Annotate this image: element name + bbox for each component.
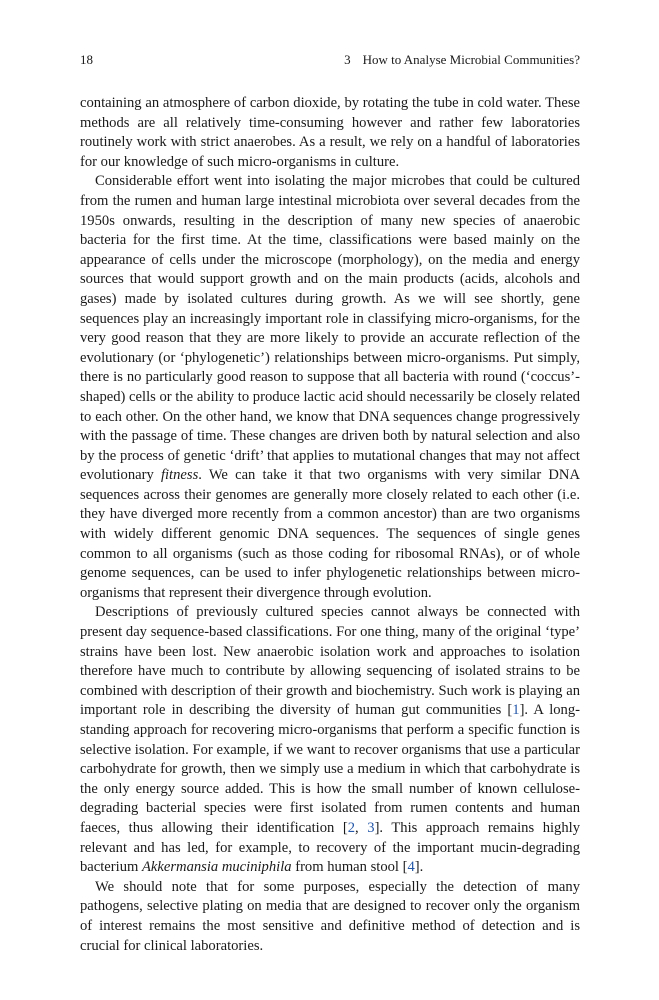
running-chapter-title bbox=[344, 52, 580, 68]
paragraph-2-text-b: . We can take it that two organisms with very similar DNA sequences across their genomes are generally more closely related to each other (i.e. they have diverged more recently from a common ancestor) than are two organisms with widely different genomic DNA sequences. The sequences of single genes common to all organisms (such as those coding for ribosomal RNAs), or of whole genome sequences, can be used to infer phylogenetic relationships between micro-organisms that represent their divergence through evolution. bbox=[80, 467, 580, 601]
page-number: 18 bbox=[80, 52, 93, 67]
paragraph-3-text-d: from human stool [ bbox=[291, 859, 408, 876]
reference-link-1[interactable]: 1 bbox=[512, 702, 520, 719]
paragraph-3-text-e: ]. bbox=[414, 859, 424, 876]
chapter-title: How to Analyse Microbial Communities? bbox=[362, 52, 580, 67]
italic-term-fitness: fitness bbox=[160, 467, 199, 484]
paragraph-2-text-a: Considerable effort went into isolating the major microbes that could be cultured from the rumen and human large intestinal microbiota over several decades from the 1950s onwards, resulting in the description of many new species of anaerobic bacteria for the first time. At the time, classifications were based mainly on the appearance of cells under the microscope (morphology), on the media and energy sources that would support growth and on the main products (acids, alcohols and gases) made by isolated cultures during growth. As we will see shortly, gene sequences play an increasingly important role in classifying micro-organisms, for the very good reason that they are more likely to provide an accurate reflection of the evolutionary (or ‘phylogenetic’) relationships between micro-organisms. Put simply, there is no particularly good reason to suppose that all bacteria with round (‘coccus’-shaped) cells or the ability to produce lactic acid should necessarily be closely related to each other. On the other hand, we know that DNA sequences change progressively with the passage of time. These changes are driven both by natural selection and also by the process of genetic ‘drift’ that applies to mutational changes that may not affect evolutionary bbox=[80, 173, 580, 484]
paragraph-3-text-b: ]. A long-standing approach for recovering micro-organisms that perform a specific function is selective isolation. For example, if we want to recover organisms that use a particular carbohydrate for growth, then we simply use a medium in which that carbohydrate is the only energy source added. This is how the small number of known cellulose-degrading bacterial species were first isolated from rumen contents and human faeces, thus allowing their identification [ bbox=[80, 702, 581, 836]
page bbox=[80, 52, 580, 956]
paragraph-3-text-a: Descriptions of previously cultured species cannot always be connected with present day sequence-based classifications. For one thing, many of the original ‘type’ strains have been lost. New anaerobic isolation work and approaches to isolation therefore have much to contribute by allowing sequencing of isolated strains to be combined with description of their growth and biochemistry. Such work is playing an important role in describing the diversity of human gut communities [ bbox=[80, 604, 580, 719]
paragraph-3 bbox=[80, 603, 580, 877]
running-head bbox=[80, 52, 580, 68]
body-text bbox=[80, 94, 580, 956]
reference-link-3[interactable]: 3 bbox=[367, 819, 375, 836]
reference-link-4[interactable]: 4 bbox=[407, 859, 415, 876]
reference-separator: , bbox=[355, 819, 368, 836]
reference-link-2[interactable]: 2 bbox=[347, 819, 356, 836]
paragraph-3-text-c: ]. This approach remains highly relevant and has led, for example, to recovery of the important mucin-degrading bacterium bbox=[80, 819, 580, 876]
chapter-number: 3 bbox=[344, 52, 351, 67]
paragraph-2 bbox=[80, 172, 580, 603]
italic-species-name: Akkermansia muciniphila bbox=[142, 859, 292, 876]
paragraph-1: containing an atmosphere of carbon dioxide, by rotating the tube in cold water. These methods are all relatively time-consuming however and rather few laboratories routinely work with strict anaerobes. As a result, we rely on a handful of laboratories for our knowledge of such micro-organisms in culture. bbox=[80, 95, 580, 170]
paragraph-4: We should note that for some purposes, especially the detection of many pathogens, selective plating on media that are designed to recover only the organism of interest remains the most sensitive and definitive method of detection and is crucial for clinical laboratories. bbox=[80, 878, 580, 954]
